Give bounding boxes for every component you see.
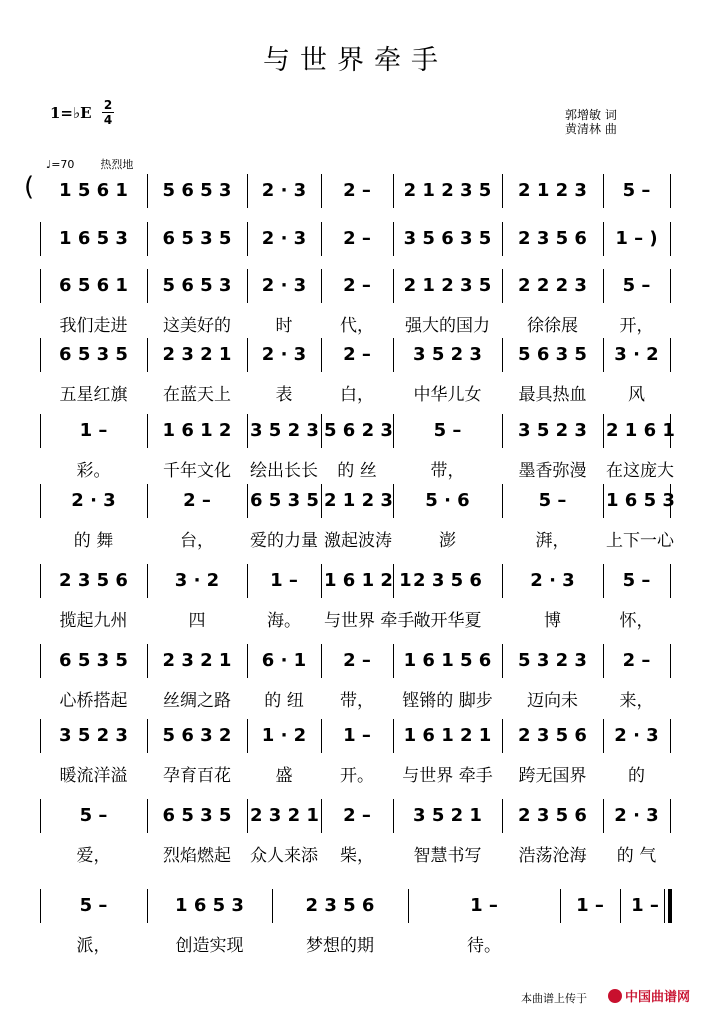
lyric-line: 浩荡沧海 [518,845,587,866]
barline [670,564,671,598]
lyric-line: 待。 [467,935,501,956]
barline [502,484,503,518]
lyric-line: 敞开华夏 [413,610,482,631]
barline [40,414,41,448]
lyric-line: 徐徐展 [527,315,578,336]
lyric-line: 的 [628,765,645,786]
barline [40,222,41,256]
barline [393,484,394,518]
key-signature: 1=♭E [50,104,92,122]
lyric-line: 时 [275,315,293,336]
lyricist-credit: 郭增敏 词 [565,108,617,122]
measure-notes: 2 – [183,489,211,511]
measure-notes: 2 · 3 [261,343,307,365]
barline [147,269,148,303]
measure-notes: 1 · 2 [261,724,307,746]
measure-notes: 1 6 1 2 1 [324,569,412,591]
lyric-line: 的 纽 [264,690,304,711]
lyric-line: 白， [340,384,374,405]
barline [247,174,248,208]
measure-notes: 2 · 3 [261,274,307,296]
lyric-line: 开， [619,315,654,336]
lyric-line: 带， [340,690,374,711]
measure-notes: 2 – [343,804,371,826]
barline [603,222,604,256]
barline [40,484,41,518]
barline [393,338,394,372]
measure-notes: 6 5 3 5 [59,343,128,365]
composer-credit: 黄清林 曲 [565,122,617,136]
measure-notes: 2 3 2 1 [162,649,232,671]
lyric-line: 爱， [76,845,111,866]
barline [147,799,148,833]
barline [670,174,671,208]
measure-notes: 2 3 5 6 [518,804,587,826]
measure-notes: 5 – [622,179,651,201]
measure-notes: 6 5 3 5 [162,804,232,826]
lyric-line: 跨无国界 [518,765,587,786]
barline [393,174,394,208]
barline [670,644,671,678]
lyric-line: 带， [430,460,465,481]
measure-notes: 2 3 2 1 [162,343,232,365]
time-signature-bottom: 4 [103,113,113,127]
barline [321,719,322,753]
lyric-line: 海。 [267,610,301,631]
barline [670,799,671,833]
barline [502,644,503,678]
barline [620,889,621,923]
barline [502,222,503,256]
measure-notes: 3 5 2 3 [518,419,587,441]
measure-notes: 2 · 3 [71,489,116,511]
measure-notes: 5 3 2 3 [518,649,587,671]
barline [393,644,394,678]
lyric-line: 彩。 [76,460,111,481]
barline [147,644,148,678]
measure-notes: 2 – [622,649,651,671]
measure-notes: 5 – [79,894,108,916]
lyric-line: 铿锵的 脚步 [402,690,493,711]
measure-notes: 2 1 2 3 5 [403,274,492,296]
barline [603,338,604,372]
lyric-line: 暖流洋溢 [59,765,128,786]
lyric-line: 这美好的 [163,315,231,336]
barline [321,414,322,448]
barline [247,564,248,598]
measure-notes: 5 – [622,274,651,296]
barline [393,269,394,303]
lyric-line: 在蓝天上 [163,384,231,405]
lyric-line: 在这庞大 [606,460,674,481]
measure-notes: 2 1 6 1 [606,419,675,441]
measure-notes: 1 6 1 5 6 [403,649,492,671]
lyric-line: 澎 [439,530,456,551]
barline [670,338,671,372]
barline [408,889,409,923]
measure-notes: 3 5 2 1 [413,804,482,826]
barline [40,719,41,753]
lyric-line: 我们走进 [59,315,128,336]
measure-notes: 5 6 3 5 [518,343,587,365]
lyric-line: 开。 [340,765,374,786]
lyric-line: 迈向未 [527,690,578,711]
measure-notes: 2 3 2 1 [250,804,319,826]
measure-notes: 1 6 5 3 [175,894,244,916]
barline [603,484,604,518]
barline [321,799,322,833]
time-signature-top: 2 [103,98,113,112]
barline [321,564,322,598]
repeat-paren: ( [24,172,35,202]
measure-notes: 2 1 2 3 [324,489,393,511]
barline [147,564,148,598]
barline [603,644,604,678]
time-signature [102,99,114,126]
measure-notes: 3 · 2 [174,569,220,591]
lyric-line: 心桥搭起 [59,690,128,711]
barline [40,889,41,923]
lyric-line: 来， [619,690,654,711]
lyric-line: 的 丝 [337,460,377,481]
lyric-line: 创造实现 [175,935,244,956]
lyric-line: 表 [275,384,293,405]
barline [40,799,41,833]
barline [670,269,671,303]
measure-notes: 6 5 3 5 [59,649,128,671]
barline [321,174,322,208]
measure-notes: 5 – [433,419,462,441]
lyric-line: 盛 [275,765,293,786]
barline [502,564,503,598]
lyric-line: 强大的国力 [405,315,490,336]
measure-notes: 3 5 2 3 [250,419,319,441]
barline [321,222,322,256]
lyric-line: 丝绸之路 [163,690,231,711]
barline [603,799,604,833]
barline [40,644,41,678]
page-title: 与世界牵手 [263,45,448,76]
barline [147,174,148,208]
barline [502,719,503,753]
credits [565,108,617,136]
tempo-bpm: ♩=70 [46,158,75,171]
barline [272,889,273,923]
barline [147,484,148,518]
measure-notes: 2 1 2 3 [518,179,587,201]
upload-note: 本曲谱上传于 [521,992,587,1005]
lyric-line: 揽起九州 [59,610,128,631]
barline [321,338,322,372]
lyric-line: 孕育百花 [163,765,231,786]
measure-notes: 2 · 3 [261,179,307,201]
lyric-line: 五星红旗 [59,384,128,405]
measure-notes: 5 – [538,489,567,511]
lyric-line: 智慧书写 [413,845,482,866]
lyric-line: 爱的力量 [250,530,318,551]
lyric-line: 与世界 牵手 [324,610,415,631]
measure-notes: 6 5 3 5 [250,489,319,511]
barline [560,889,561,923]
measure-notes: 6 5 6 1 [59,274,128,296]
measure-notes: 5 – [79,804,108,826]
lyric-line: 湃， [535,530,570,551]
barline [603,564,604,598]
measure-notes: 1 6 5 3 [606,489,675,511]
barline [247,269,248,303]
measure-notes: 2 3 5 6 [413,569,482,591]
measure-notes: 2 · 3 [530,569,575,591]
measure-notes: 2 – [343,343,371,365]
lyric-line: 墨香弥漫 [518,460,587,481]
lyric-line: 上下一心 [606,530,674,551]
barline [147,414,148,448]
measure-notes: 3 5 6 3 5 [403,227,492,249]
measure-notes: 5 6 2 3 [324,419,393,441]
measure-notes: 1 – [79,419,108,441]
lyric-line: 梦想的期 [306,935,374,956]
barline [147,338,148,372]
lyric-line: 众人来添 [250,845,318,866]
lyric-line: 千年文化 [163,460,231,481]
barline [502,269,503,303]
barline [670,222,671,256]
barline [247,719,248,753]
barline [247,644,248,678]
measure-notes: 1 6 1 2 1 [403,724,492,746]
measure-notes: 2 – [343,179,371,201]
measure-notes: 5 6 5 3 [162,179,232,201]
barline [393,719,394,753]
barline [40,564,41,598]
barline [247,414,248,448]
barline [603,719,604,753]
barline [393,222,394,256]
measure-notes: 5 6 5 3 [162,274,232,296]
final-barline-thick [668,889,672,923]
measure-notes: 1 6 1 2 [162,419,232,441]
measure-notes: 1 – [343,724,371,746]
measure-notes: 2 3 5 6 [518,724,587,746]
measure-notes: 1 6 5 3 [59,227,128,249]
lyric-line: 派， [76,935,111,956]
measure-notes: 6 5 3 5 [162,227,232,249]
measure-notes: 6 · 1 [261,649,307,671]
barline [393,414,394,448]
barline [40,269,41,303]
lyric-line: 中华儿女 [413,384,482,405]
measure-notes: 2 · 3 [614,804,659,826]
lyric-line: 台， [180,530,214,551]
lyric-line: 怀， [619,610,654,631]
measure-notes: 2 – [343,274,371,296]
barline [321,644,322,678]
measure-notes: 3 5 2 3 [59,724,128,746]
barline [247,338,248,372]
barline [321,484,322,518]
measure-notes: 2 3 5 6 [305,894,375,916]
barline [147,222,148,256]
lyric-line: 的 舞 [73,530,114,551]
lyric-line: 四 [188,610,206,631]
lyric-line: 代， [340,315,374,336]
lyric-line: 与世界 牵手 [402,765,493,786]
barline [603,174,604,208]
lyric-line: 的 气 [616,845,657,866]
lyric-line: 风 [628,384,645,405]
barline [147,719,148,753]
measure-notes: 1 – ) [615,227,658,249]
barline [247,222,248,256]
measure-notes: 2 3 5 6 [59,569,128,591]
tempo-expression: 热烈地 [100,158,134,171]
measure-notes: 1 – [631,894,659,916]
measure-notes: 1 – [470,894,498,916]
measure-notes: 1 5 6 1 [59,179,128,201]
barline [247,799,248,833]
measure-notes: 2 – [343,227,371,249]
barline [502,338,503,372]
barline [502,799,503,833]
measure-notes: 2 3 5 6 [518,227,587,249]
barline [321,269,322,303]
measure-notes: 2 · 3 [614,724,659,746]
measure-notes: 2 · 3 [261,227,307,249]
measure-notes: 1 – [576,894,604,916]
site-logo [608,985,698,1005]
barline [247,484,248,518]
lyric-line: 最具热血 [518,384,587,405]
measure-notes: 2 2 2 3 [518,274,587,296]
measure-notes: 5 6 3 2 [162,724,232,746]
measure-notes: 5 – [622,569,651,591]
lyric-line: 博 [544,610,561,631]
measure-notes: 3 · 2 [614,343,659,365]
barline [393,799,394,833]
measure-notes: 1 – [270,569,298,591]
barline [603,414,604,448]
measure-notes: 2 – [343,649,371,671]
lyric-line: 绘出长长 [250,460,318,481]
barline [502,174,503,208]
measure-notes: 5 · 6 [425,489,470,511]
measure-notes: 3 5 2 3 [413,343,482,365]
lyric-line: 烈焰燃起 [163,845,231,866]
site-name: 中国曲谱网 [625,990,691,1005]
lyric-line: 柴， [340,845,374,866]
lyric-line: 激起波涛 [324,530,392,551]
site-logo-icon [608,989,622,1003]
barline [502,414,503,448]
barline [147,889,148,923]
barline [670,719,671,753]
barline [603,269,604,303]
barline [40,338,41,372]
measure-notes: 2 1 2 3 5 [403,179,492,201]
